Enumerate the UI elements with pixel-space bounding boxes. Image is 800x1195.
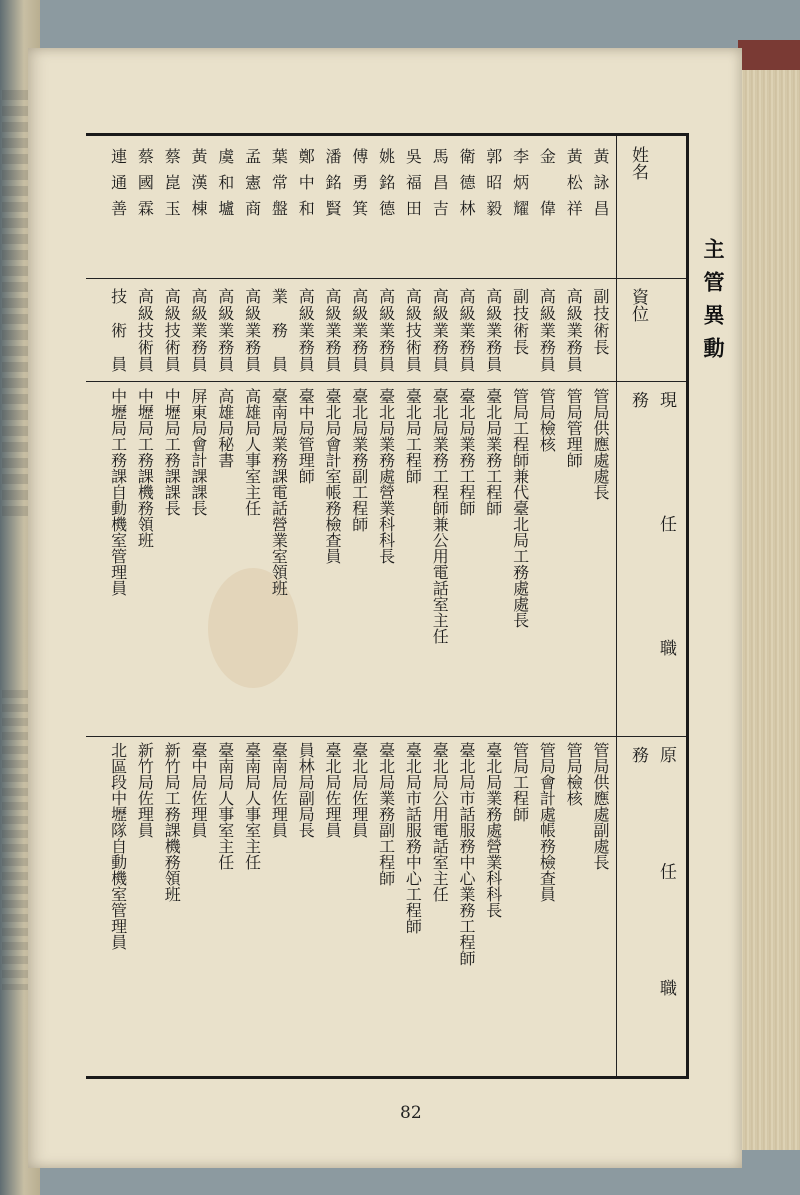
table-cell-current: 中壢局工務課機務領班 <box>135 388 155 548</box>
table-cell-rank: 高級業務員 <box>296 288 316 373</box>
table-cell-name: 吳福田 <box>403 148 423 226</box>
table-cell-name: 金 偉 <box>537 148 557 226</box>
facing-page-edge <box>2 90 28 520</box>
table-cell-previous: 臺北局佐理員 <box>323 742 342 838</box>
table-cell-current: 臺北局業務工程師 <box>483 388 503 516</box>
table-cell-rank: 高級技術員 <box>403 288 423 373</box>
table-cell-name: 衛德林 <box>457 148 476 226</box>
table-cell-rank: 高級業務員 <box>242 288 262 373</box>
table-cell-current: 高雄局人事室主任 <box>242 388 262 516</box>
table-cell-current: 管局工程師兼代臺北局工務處處長 <box>510 388 530 628</box>
table-cell-current: 臺北局業務工程師 <box>457 388 476 516</box>
table-cell-name: 李炳耀 <box>510 148 530 226</box>
table-cell-name: 潘銘賢 <box>323 148 342 226</box>
table-cell-name: 傅勇箕 <box>349 148 369 226</box>
table-cell-name: 姚銘德 <box>376 148 396 226</box>
table-cell-previous: 臺南局人事室主任 <box>215 742 235 870</box>
table-cell-rank: 高級業務員 <box>483 288 503 373</box>
table-cell-current: 管局供應處處長 <box>591 388 610 500</box>
header-current-post: 現任職務 <box>628 391 676 726</box>
table-cell-current: 臺北局工程師 <box>403 388 423 484</box>
table-cell-current: 臺北局業務處營業科科長 <box>376 388 396 564</box>
table-cell-previous: 新竹局佐理員 <box>135 742 155 838</box>
book-cover-edge <box>738 40 800 70</box>
table-cell-previous: 新竹局工務課機務領班 <box>162 742 182 902</box>
table-cell-name: 葉常盤 <box>269 148 289 226</box>
table-cell-rank: 高級業務員 <box>349 288 369 373</box>
table-cell-previous: 管局工程師 <box>510 742 530 822</box>
table-cell-name: 黃漢棟 <box>189 148 208 226</box>
table-cell-name: 郭昭毅 <box>483 148 503 226</box>
table-cell-name: 蔡國霖 <box>135 148 155 226</box>
table-cell-previous: 臺北局業務副工程師 <box>376 742 396 886</box>
header-name: 姓名 <box>628 146 648 180</box>
table-cell-current: 管局檢核 <box>537 388 557 452</box>
table-cell-previous: 管局供應處副處長 <box>591 742 610 870</box>
table-cell-rank: 高級業務員 <box>564 288 584 373</box>
section-title: 主管異動 <box>701 238 726 370</box>
table-cell-rank: 副技術長 <box>510 288 530 356</box>
table-cell-current: 臺北局業務副工程師 <box>349 388 369 532</box>
table-cell-rank: 業 務 員 <box>269 288 289 373</box>
table-cell-current: 中壢局工務課自動機室管理員 <box>108 388 128 596</box>
table-cell-previous: 臺南局人事室主任 <box>242 742 262 870</box>
table-cell-rank: 高級技術員 <box>162 288 182 373</box>
table-cell-name: 鄭中和 <box>296 148 316 226</box>
table-cell-previous: 臺北局業務處營業科科長 <box>483 742 503 918</box>
table-cell-rank: 高級業務員 <box>457 288 476 373</box>
table-cell-previous: 臺中局佐理員 <box>189 742 208 838</box>
table-cell-name: 黃詠昌 <box>591 148 610 226</box>
table-cell-current: 中壢局工務課課長 <box>162 388 182 516</box>
table-cell-previous: 臺北局佐理員 <box>349 742 369 838</box>
table-cell-name: 馬昌吉 <box>430 148 450 226</box>
table-cell-previous: 員林局副局長 <box>296 742 316 838</box>
table-cell-current: 臺中局管理師 <box>296 388 316 484</box>
table-cell-name: 黃松祥 <box>564 148 584 226</box>
table-cell-current: 屏東局會計課課長 <box>189 388 208 516</box>
table-cell-rank: 副技術長 <box>591 288 610 356</box>
table-cell-current: 管局管理師 <box>564 388 584 468</box>
row-divider-name <box>86 278 686 279</box>
table-cell-rank: 高級業務員 <box>430 288 450 373</box>
table-cell-current: 臺北局會計室帳務檢查員 <box>323 388 342 564</box>
table-cell-rank: 高級業務員 <box>376 288 396 373</box>
table-cell-rank: 高級業務員 <box>189 288 208 373</box>
table-cell-name: 虞和壚 <box>215 148 235 226</box>
header-previous-post: 原任職務 <box>628 746 676 1066</box>
facing-page-edge-lower <box>2 690 28 990</box>
table-cell-previous: 臺北局市話服務中心工程師 <box>403 742 423 934</box>
document-page <box>28 48 742 1168</box>
table-cell-previous: 管局會計處帳務檢查員 <box>537 742 557 902</box>
table-cell-rank: 高級業務員 <box>323 288 342 373</box>
header-column-divider <box>616 136 617 1076</box>
row-divider-current <box>86 736 686 737</box>
table-cell-rank: 高級技術員 <box>135 288 155 373</box>
table-cell-rank: 技 術 員 <box>108 288 128 373</box>
table-cell-previous: 臺北局公用電話室主任 <box>430 742 450 902</box>
table-cell-name: 孟憲商 <box>242 148 262 226</box>
table-cell-previous: 北區段中壢隊自動機室管理員 <box>108 742 128 950</box>
table-cell-current: 臺北局業務工程師兼公用電話室主任 <box>430 388 450 644</box>
table-cell-previous: 管局檢核 <box>564 742 584 806</box>
table-cell-previous: 臺北局市話服務中心業務工程師 <box>457 742 476 966</box>
table-cell-name: 連通善 <box>108 148 128 226</box>
header-rank: 資位 <box>628 288 648 322</box>
row-divider-rank <box>86 381 686 382</box>
table-cell-rank: 高級業務員 <box>537 288 557 373</box>
page-number: 82 <box>400 1103 422 1123</box>
personnel-table <box>86 133 689 1079</box>
table-cell-rank: 高級業務員 <box>215 288 235 373</box>
table-cell-current: 臺南局業務課電話營業室領班 <box>269 388 289 596</box>
page-edges-right <box>738 40 800 1150</box>
table-cell-name: 蔡崑玉 <box>162 148 182 226</box>
table-cell-current: 高雄局秘書 <box>215 388 235 468</box>
table-cell-previous: 臺南局佐理員 <box>269 742 289 838</box>
